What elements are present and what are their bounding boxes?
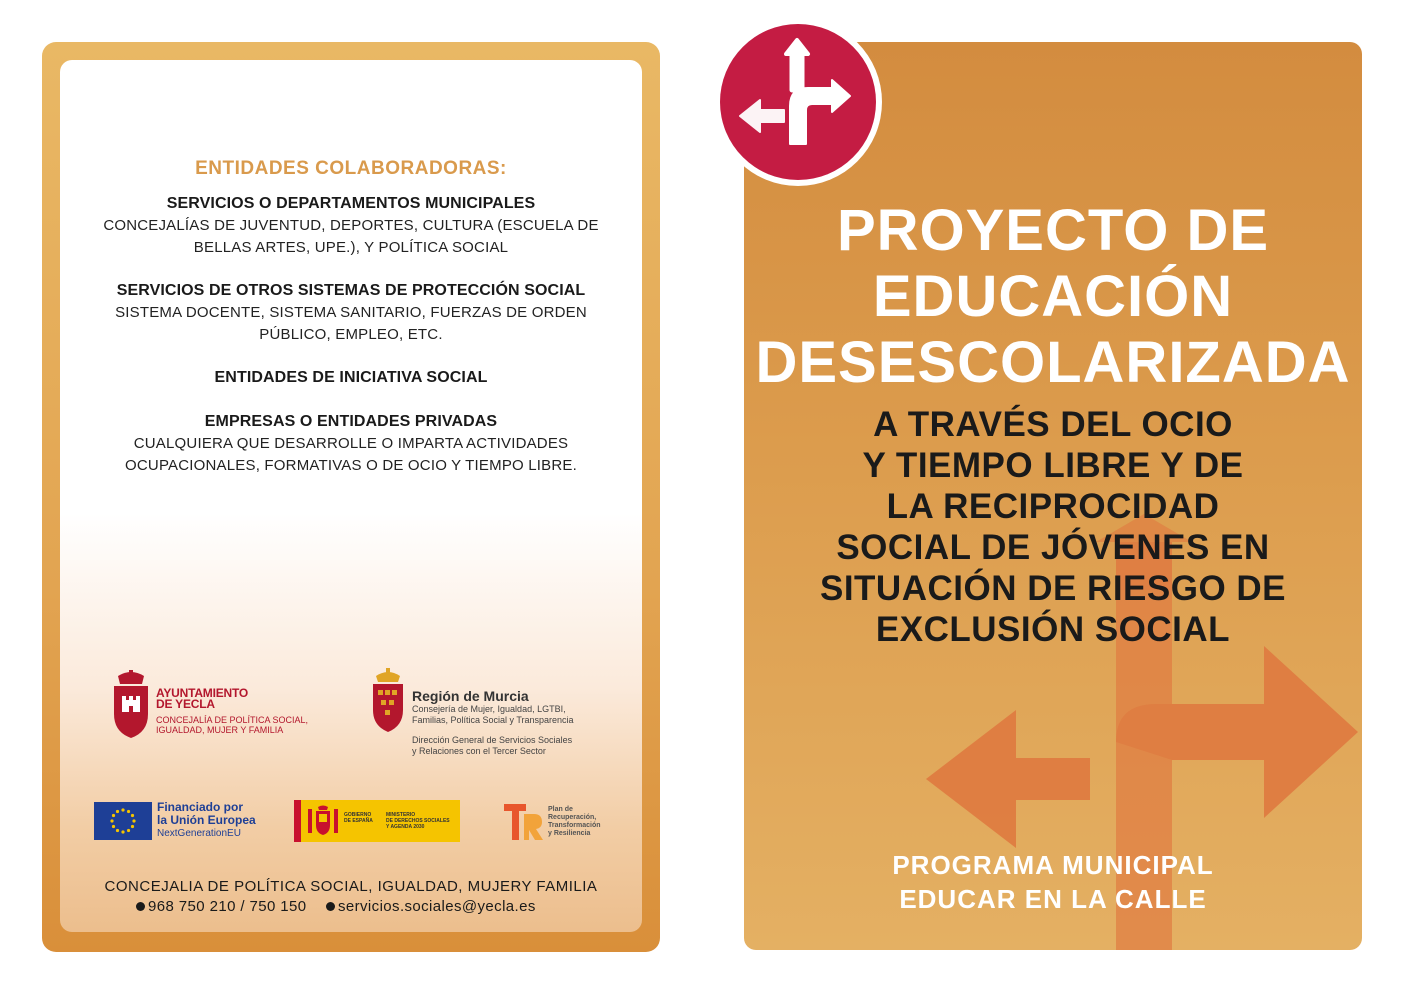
murcia-subtitle: Consejería de Mujer, Igualdad, LGTBI, <box>412 704 566 714</box>
murcia-logo-text <box>412 688 574 757</box>
back-cover-frame <box>42 42 660 952</box>
ayuntamiento-logo-text <box>156 688 308 735</box>
program-line: PROGRAMA MUNICIPAL <box>892 850 1214 880</box>
ayuntamiento-name: DE YECLA <box>156 697 215 711</box>
collaborating-entities-title: ENTIDADES COLABORADORAS: <box>195 158 507 179</box>
eu-flag-icon <box>94 802 152 840</box>
ayuntamiento-name: AYUNTAMIENTO <box>156 686 249 700</box>
spain-shield-icon <box>308 805 338 837</box>
badge <box>720 24 876 180</box>
main-title-line: PROYECTO DE <box>836 198 1270 263</box>
section-body-line: SISTEMA DOCENTE, SISTEMA SANITARIO, FUERZAS DE ORDEN <box>115 304 587 321</box>
ayuntamiento-shield-icon <box>110 670 152 738</box>
prtr-logo-icon <box>504 804 544 840</box>
subtitle-line: SOCIAL DE JÓVENES EN <box>836 528 1270 567</box>
subtitle-line: EXCLUSIÓN SOCIAL <box>875 610 1231 649</box>
footer-phone <box>136 898 307 915</box>
main-title-line: EDUCACIÓN <box>872 264 1234 329</box>
subtitle-line: A TRAVÉS DEL OCIO <box>873 405 1233 444</box>
section-protection-systems <box>70 280 632 346</box>
section-body-line: BELLAS ARTES, UPE.), Y POLÍTICA SOCIAL <box>193 239 509 256</box>
section-social-initiative <box>70 367 632 389</box>
eu-line: Financiado por <box>157 800 244 814</box>
section-private-companies <box>70 411 632 477</box>
subtitle-line: Y TIEMPO LIBRE Y DE <box>862 446 1244 485</box>
section-heading: SERVICIOS O DEPARTAMENTOS MUNICIPALES <box>166 195 536 212</box>
section-body-line: PÚBLICO, EMPLEO, ETC. <box>259 326 443 343</box>
ministry-label: MINISTERIO DE DERECHOS SOCIALES Y AGENDA 2030 <box>386 812 450 830</box>
murcia-subtitle: Dirección General de Servicios Sociales <box>412 735 573 745</box>
eu-logo-text <box>157 801 256 840</box>
section-heading: SERVICIOS DE OTROS SISTEMAS DE PROTECCIÓN SOCIAL <box>116 282 586 299</box>
back-cover-content <box>60 60 642 932</box>
phone-number: 968 750 210 / 750 150 <box>148 898 307 915</box>
section-body-line: OCUPACIONALES, FORMATIVAS O DE OCIO Y TIEMPO LIBRE. <box>125 457 577 474</box>
gobierno-label: GOBIERNO DE ESPAÑA <box>344 812 373 824</box>
gobierno-logo <box>294 800 460 842</box>
crossroads-arrows-icon <box>720 24 876 180</box>
prtr-logo-text: Plan de Recuperación, Transformación y Resiliencia <box>548 806 601 837</box>
murcia-subtitle: Familias, Política Social y Transparencia <box>412 715 574 725</box>
email-icon <box>326 902 335 911</box>
section-heading: ENTIDADES DE INICIATIVA SOCIAL <box>214 369 488 386</box>
murcia-shield-icon <box>370 668 406 732</box>
eu-line: NextGenerationEU <box>157 828 241 839</box>
section-municipal <box>70 193 632 259</box>
subtitle <box>744 404 1362 650</box>
section-heading: EMPRESAS O ENTIDADES PRIVADAS <box>204 413 498 430</box>
subtitle-line: SITUACIÓN DE RIESGO DE <box>819 569 1287 608</box>
section-body-line: CUALQUIERA QUE DESARROLLE O IMPARTA ACTIVIDADES <box>133 435 569 452</box>
footer-email <box>326 898 536 915</box>
main-title <box>744 198 1362 396</box>
phone-icon <box>136 902 145 911</box>
program-line: EDUCAR EN LA CALLE <box>899 884 1207 914</box>
murcia-subtitle: y Relaciones con el Tercer Sector <box>412 746 546 756</box>
email-address: servicios.sociales@yecla.es <box>338 898 536 915</box>
subtitle-line: LA RECIPROCIDAD <box>886 487 1220 526</box>
ayuntamiento-subtitle: CONCEJALÍA DE POLÍTICA SOCIAL, <box>156 715 309 725</box>
program-name <box>744 848 1362 916</box>
section-body-line: CONCEJALÍAS DE JUVENTUD, DEPORTES, CULTURA (ESCUELA DE <box>103 217 599 234</box>
ayuntamiento-subtitle: IGUALDAD, MUJER Y FAMILIA <box>156 725 284 735</box>
eu-line: la Unión Europea <box>157 813 256 827</box>
footer-department: CONCEJALIA DE POLÍTICA SOCIAL, IGUALDAD, MUJERY FAMILIA <box>104 878 598 895</box>
main-title-line: DESESCOLARIZADA <box>755 330 1351 395</box>
murcia-name: Región de Murcia <box>412 688 529 704</box>
gobierno-stripe <box>294 800 301 842</box>
